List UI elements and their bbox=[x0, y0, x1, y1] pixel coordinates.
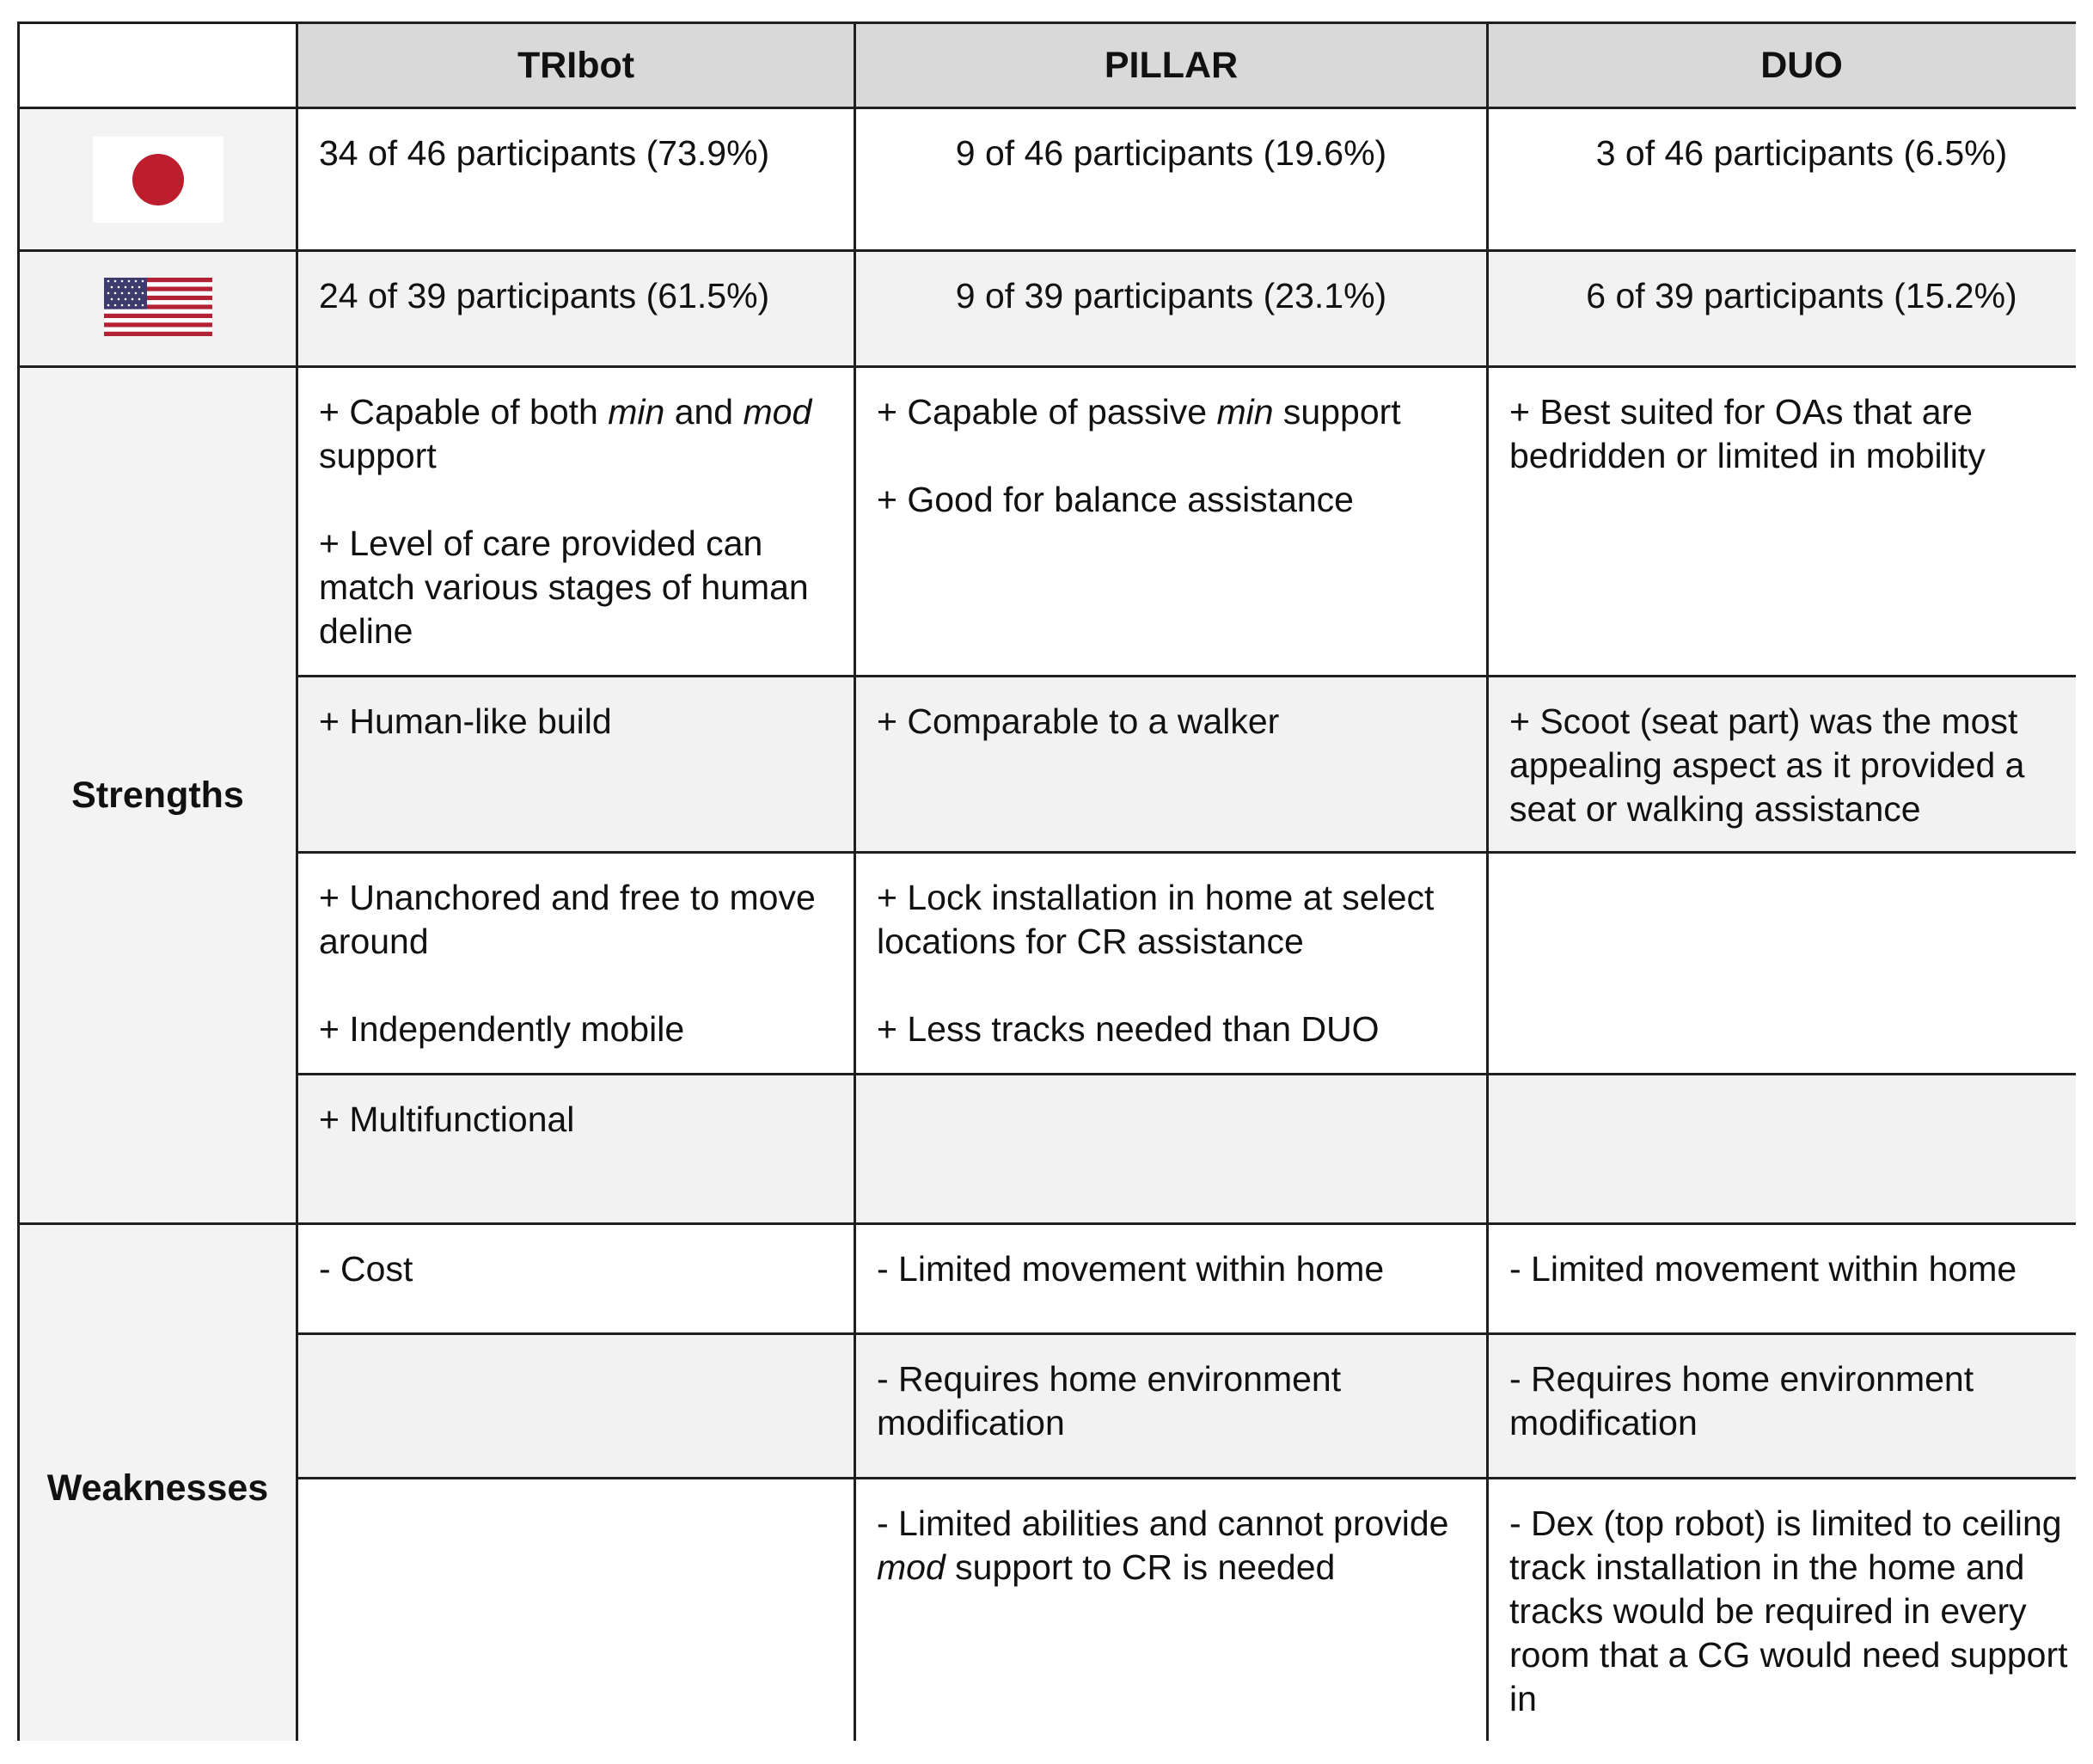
japan-row bbox=[19, 108, 2077, 251]
strengths-row-1 bbox=[19, 367, 2077, 677]
usa-pillar-cell bbox=[855, 251, 1488, 367]
usa-flag-cell bbox=[19, 251, 297, 367]
strengths-r3-duo-text bbox=[1489, 854, 2076, 876]
usa-duo-cell bbox=[1488, 251, 2077, 367]
strengths-label: Strengths bbox=[19, 367, 297, 1224]
strengths-r4-tribot-text: + Multifunctional bbox=[319, 1099, 575, 1139]
usa-tribot-text: 24 of 39 participants (61.5%) bbox=[319, 276, 770, 315]
weaknesses-row-2 bbox=[19, 1334, 2077, 1479]
weaknesses-r3-tribot-cell bbox=[297, 1479, 855, 1742]
strength-item: + Less tracks needed than DUO bbox=[877, 1009, 1380, 1049]
strengths-r1-duo-cell bbox=[1488, 367, 2077, 677]
strength-item bbox=[877, 390, 1466, 434]
weaknesses-r2-duo-cell bbox=[1488, 1334, 2077, 1479]
weaknesses-row-3 bbox=[19, 1479, 2077, 1742]
weaknesses-r1-duo-text: - Limited movement within home bbox=[1509, 1249, 2017, 1289]
weaknesses-r2-duo-text: - Requires home environment modification bbox=[1509, 1359, 1974, 1442]
strengths-r1-duo-text: + Best suited for OAs that are bedridden or limited in mobility bbox=[1509, 392, 1986, 475]
weaknesses-r1-tribot-text: - Cost bbox=[319, 1249, 413, 1289]
japan-pillar-text: 9 of 46 participants (19.6%) bbox=[955, 133, 1387, 173]
strength-text: support bbox=[319, 436, 437, 475]
strengths-r3-pillar-text bbox=[856, 854, 1486, 1051]
strengths-r4-duo-text bbox=[1489, 1075, 2076, 1098]
weaknesses-row-1 bbox=[19, 1224, 2077, 1334]
strengths-r4-pillar-text bbox=[856, 1075, 1486, 1098]
strengths-r2-tribot-cell bbox=[297, 677, 855, 853]
japan-duo-cell bbox=[1488, 108, 2077, 251]
japan-duo-text: 3 of 46 participants (6.5%) bbox=[1595, 133, 2008, 173]
header-pillar: PILLAR bbox=[855, 23, 1488, 108]
header-corner-cell bbox=[19, 23, 297, 108]
weaknesses-r1-tribot-cell bbox=[297, 1224, 855, 1334]
strength-item: + Level of care provided can match various stages of human deline bbox=[319, 524, 809, 651]
strength-item: + Independently mobile bbox=[319, 1009, 685, 1049]
strength-item: + Lock installation in home at select locations for CR assistance bbox=[877, 878, 1435, 961]
strength-text: + Capable of passive bbox=[877, 392, 1217, 432]
japan-pillar-cell bbox=[855, 108, 1488, 251]
strengths-r4-duo-cell bbox=[1488, 1075, 2077, 1224]
strengths-row-2 bbox=[19, 677, 2077, 853]
robot-comparison-table bbox=[17, 21, 2076, 1741]
strengths-row-4 bbox=[19, 1075, 2077, 1224]
weaknesses-r2-tribot-cell bbox=[297, 1334, 855, 1479]
strength-emphasis: min bbox=[1216, 392, 1274, 432]
weakness-text: support to CR is needed bbox=[945, 1547, 1336, 1587]
header-duo: DUO bbox=[1488, 23, 2077, 108]
weaknesses-r1-duo-cell bbox=[1488, 1224, 2077, 1334]
header-row bbox=[19, 23, 2077, 108]
strength-emphasis: mod bbox=[743, 392, 812, 432]
weaknesses-r2-tribot-text bbox=[298, 1335, 854, 1357]
usa-pillar-text: 9 of 39 participants (23.1%) bbox=[955, 276, 1387, 315]
weaknesses-r1-pillar-cell bbox=[855, 1224, 1488, 1334]
strength-emphasis: min bbox=[608, 392, 665, 432]
usa-tribot-cell bbox=[297, 251, 855, 367]
usa-flag-icon bbox=[104, 278, 212, 336]
strengths-r4-tribot-cell bbox=[297, 1075, 855, 1224]
strength-text: and bbox=[664, 392, 744, 432]
weaknesses-r2-pillar-cell bbox=[855, 1334, 1488, 1479]
strengths-r1-pillar-cell bbox=[855, 367, 1488, 677]
strengths-r1-pillar-text bbox=[856, 368, 1486, 522]
strengths-row-3 bbox=[19, 853, 2077, 1075]
weaknesses-r3-pillar-cell bbox=[855, 1479, 1488, 1742]
japan-flag-cell bbox=[19, 108, 297, 251]
usa-duo-text: 6 of 39 participants (15.2%) bbox=[1586, 276, 2017, 315]
japan-tribot-text: 34 of 46 participants (73.9%) bbox=[319, 133, 770, 173]
strengths-r3-duo-cell bbox=[1488, 853, 2077, 1075]
weaknesses-r3-duo-text: - Dex (top robot) is limited to ceiling track installation in the home and tracks would be required in every room that a CG would need support in bbox=[1509, 1504, 2068, 1718]
weaknesses-r3-duo-cell bbox=[1488, 1479, 2077, 1742]
strengths-r2-duo-cell bbox=[1488, 677, 2077, 853]
strengths-r2-pillar-text: + Comparable to a walker bbox=[877, 701, 1280, 741]
strength-text: support bbox=[1273, 392, 1401, 432]
japan-tribot-cell bbox=[297, 108, 855, 251]
weaknesses-r3-tribot-text bbox=[298, 1479, 854, 1502]
strengths-r2-pillar-cell bbox=[855, 677, 1488, 853]
weaknesses-label: Weaknesses bbox=[19, 1224, 297, 1742]
weaknesses-r3-pillar-text bbox=[856, 1479, 1486, 1589]
strengths-r1-tribot-text bbox=[298, 368, 854, 653]
strength-item: + Unanchored and free to move around bbox=[319, 878, 816, 961]
strengths-r4-pillar-cell bbox=[855, 1075, 1488, 1224]
weakness-text: - Limited abilities and cannot provide bbox=[877, 1504, 1449, 1543]
header-tribot: TRIbot bbox=[297, 23, 855, 108]
weakness-emphasis: mod bbox=[877, 1547, 946, 1587]
strengths-r2-duo-text: + Scoot (seat part) was the most appealing aspect as it provided a seat or walking assistance bbox=[1509, 701, 2025, 829]
strengths-r3-tribot-text bbox=[298, 854, 854, 1051]
weaknesses-r1-pillar-text: - Limited movement within home bbox=[877, 1249, 1385, 1289]
strengths-r3-tribot-cell bbox=[297, 853, 855, 1075]
strengths-r2-tribot-text: + Human-like build bbox=[319, 701, 612, 741]
strengths-r3-pillar-cell bbox=[855, 853, 1488, 1075]
usa-row bbox=[19, 251, 2077, 367]
strength-item: + Good for balance assistance bbox=[877, 480, 1354, 519]
weaknesses-r2-pillar-text: - Requires home environment modification bbox=[877, 1359, 1342, 1442]
strength-text: + Capable of both bbox=[319, 392, 609, 432]
japan-flag-icon bbox=[93, 137, 223, 223]
strengths-r1-tribot-cell bbox=[297, 367, 855, 677]
comparison-table-container bbox=[17, 21, 2076, 1741]
strength-item bbox=[319, 390, 833, 478]
